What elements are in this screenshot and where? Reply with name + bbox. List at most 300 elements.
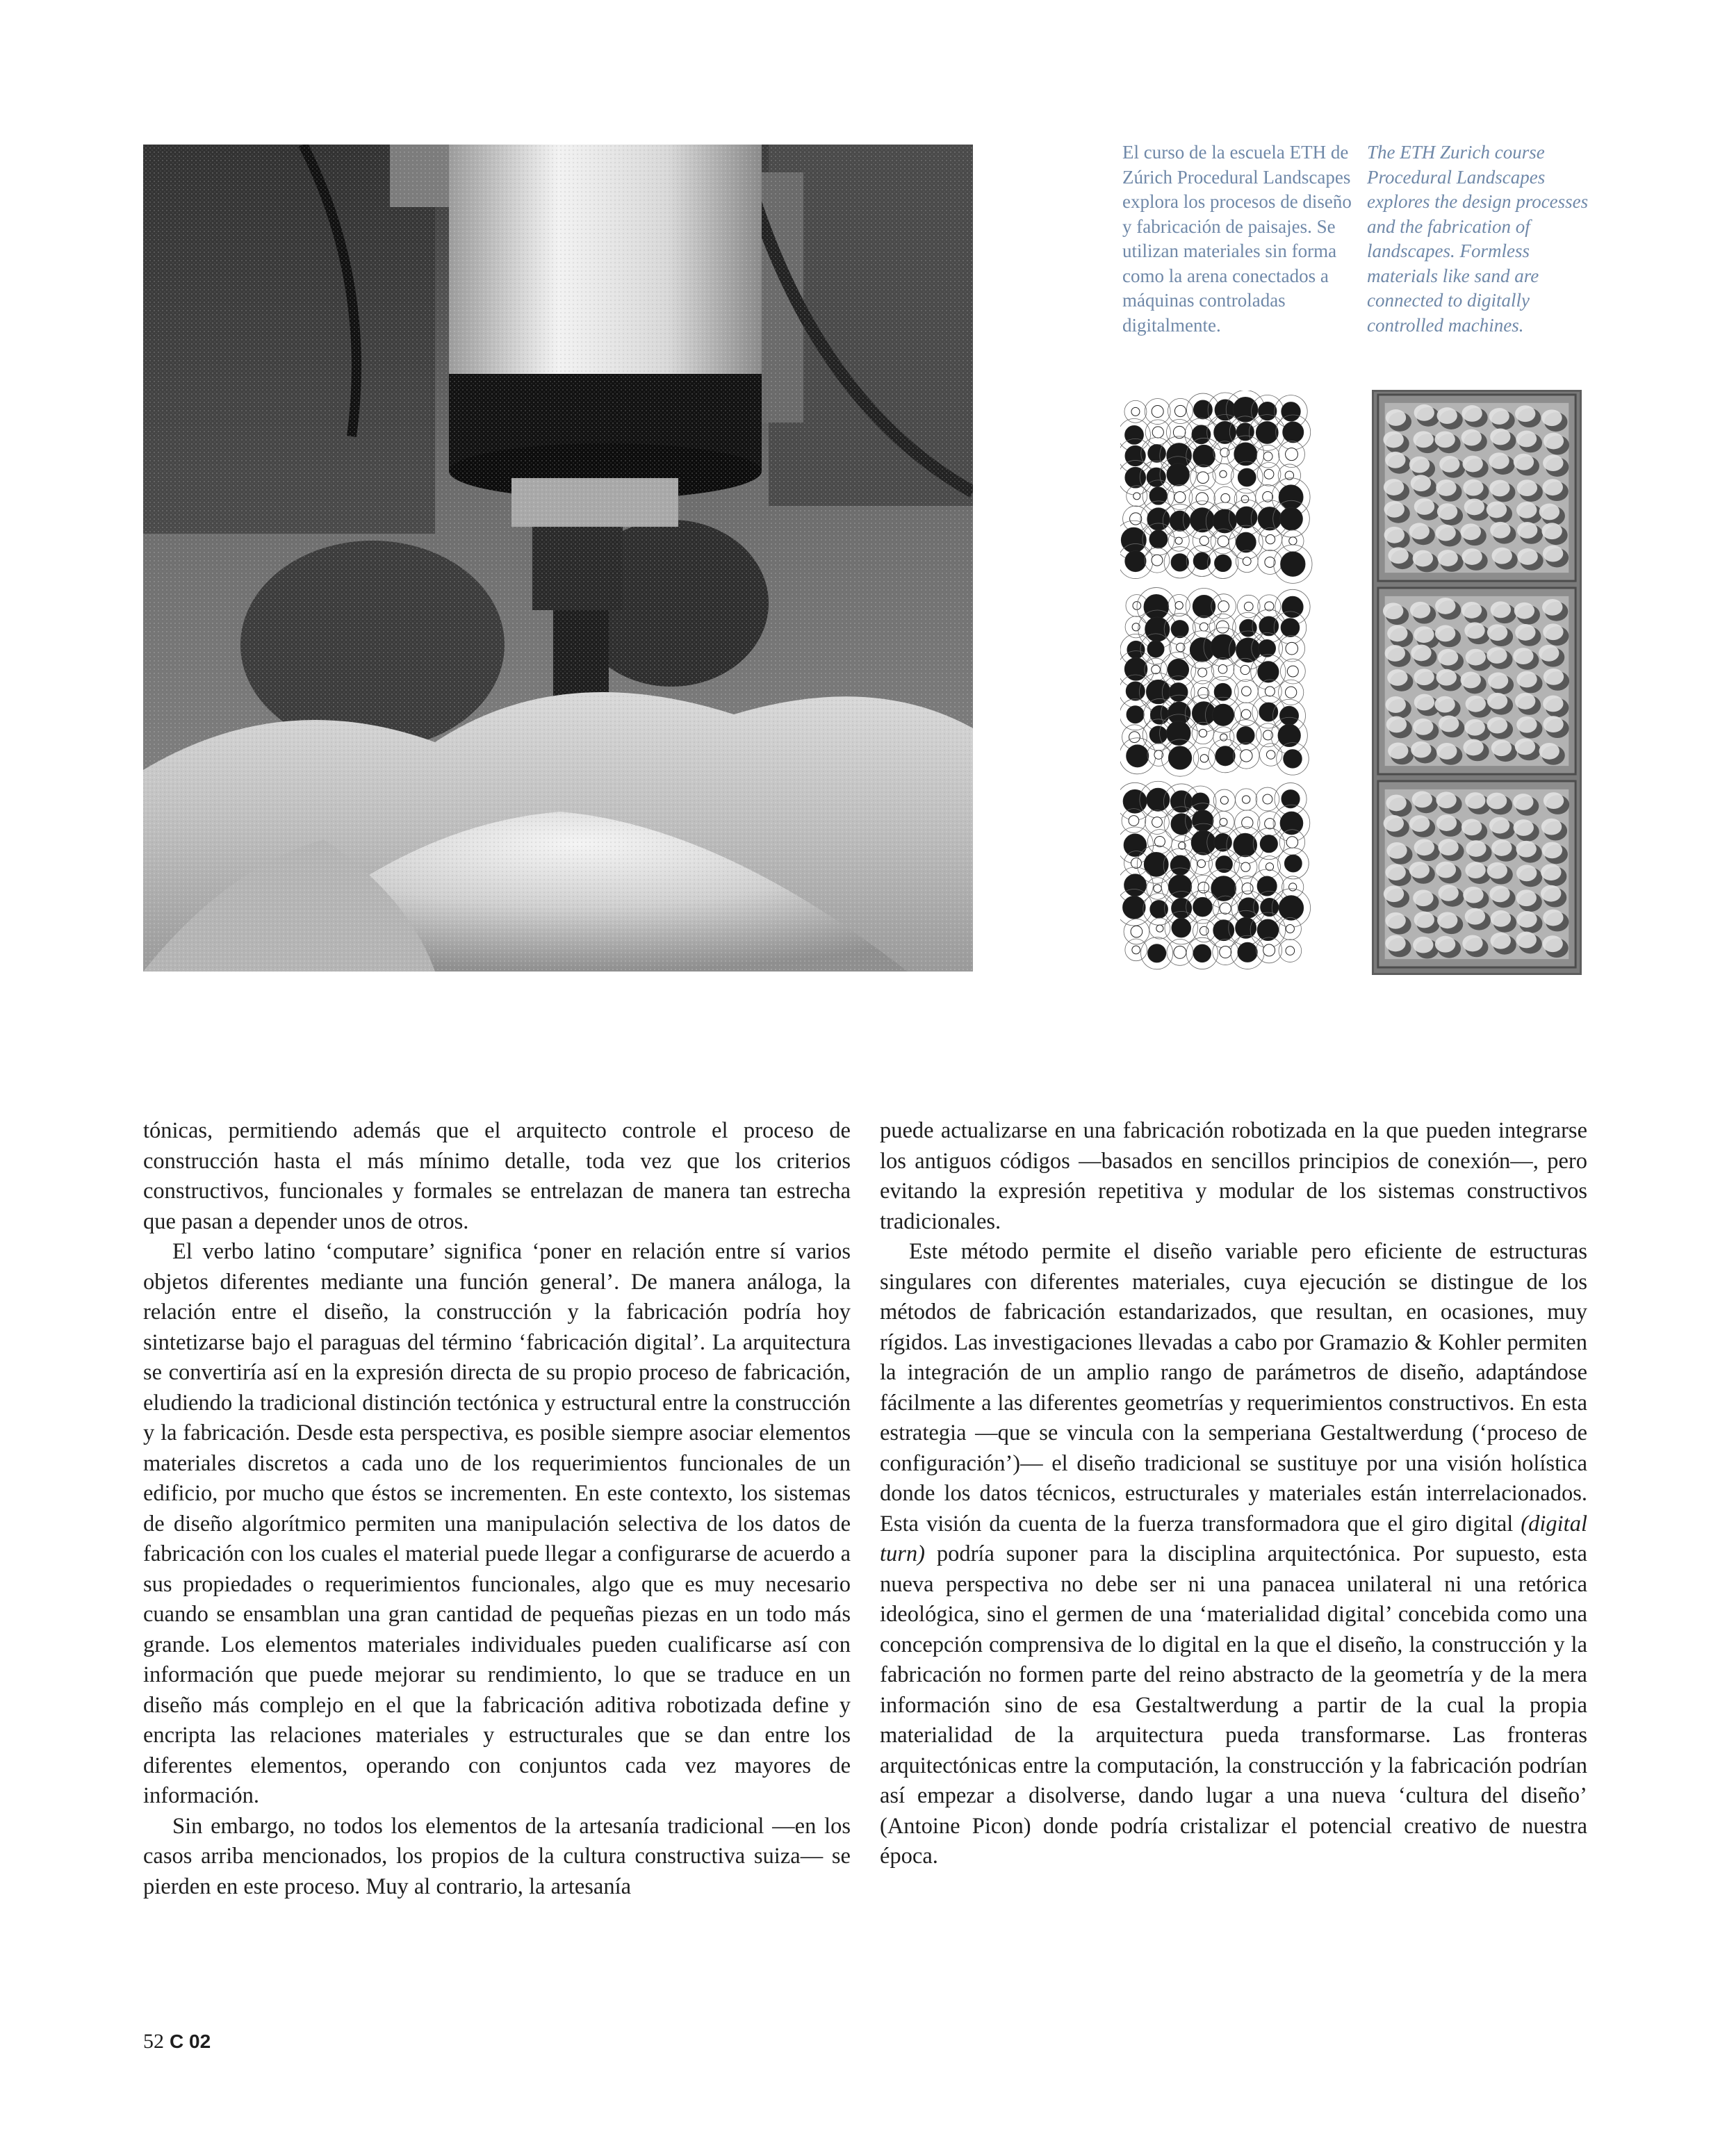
sand-bump [1489, 817, 1509, 834]
paragraph-text: podría suponer para la disciplina arquitectónica. Por supuesto, esta nueva perspectiva no debe ser ni una panacea unilateral ni una retórica ideológica, sino el germen de una ‘materialidad digital’ concebida como una concepción comprensiva de lo digital en la que el diseño, la construcción y la fabricación no formen parte del reino abstracto de la geometría y de la mera información sino de esa Gestaltwerdung a partir de la cual la propia materialidad de la arquitectura pueda transformarse. Las fronteras arquitectónicas entre la computación, la construcción y la fabricación podrían así empezar a disolverse, dando lugar a una nueva ‘cultura del diseño’ (Antoine Picon) donde podría cristalizar el potencial creativo de nuestra época. [880, 1541, 1587, 1869]
sand-bump [1385, 452, 1405, 468]
sand-bump [1543, 479, 1563, 495]
packed-circle [1131, 407, 1140, 416]
packed-circle [1281, 552, 1305, 576]
sand-bump [1490, 522, 1510, 539]
packed-circle [1258, 662, 1279, 682]
packed-circle [1132, 946, 1140, 954]
packed-circle [1192, 702, 1215, 725]
packed-circle [1175, 601, 1183, 609]
packed-circle [1238, 942, 1257, 962]
sand-bump [1385, 645, 1405, 662]
packed-circle [1286, 642, 1298, 655]
sand-bump [1517, 479, 1537, 496]
sand-bump [1385, 912, 1405, 929]
sand-bump [1461, 429, 1482, 446]
packed-circle [1236, 532, 1256, 552]
sand-bump [1516, 911, 1537, 928]
sand-bump [1461, 672, 1481, 689]
packed-circle [1280, 507, 1303, 530]
packed-circle [1259, 703, 1278, 721]
sand-bump [1409, 815, 1430, 832]
sand-bump [1491, 839, 1512, 856]
paragraph [880, 1237, 1587, 1872]
sand-bump [1542, 599, 1562, 616]
packed-circle [1289, 537, 1297, 545]
sand-bump [1516, 716, 1537, 733]
sand-bump [1515, 624, 1535, 641]
packed-circle [1266, 751, 1275, 760]
sand-bump [1465, 908, 1485, 925]
packed-circle [1149, 726, 1167, 744]
packed-circle [1240, 665, 1250, 674]
sand-bump [1387, 669, 1407, 686]
packed-circle [1170, 511, 1190, 531]
packed-circle [1174, 405, 1186, 416]
packed-circle [1171, 554, 1188, 571]
packed-circle [1144, 852, 1168, 876]
packed-circle [1215, 400, 1236, 420]
packed-circle [1258, 507, 1281, 530]
packed-circle [1170, 791, 1192, 812]
magazine-issue: C 02 [170, 2031, 211, 2052]
packed-circle [1213, 509, 1236, 533]
sand-bump [1384, 501, 1405, 518]
sand-bump [1384, 885, 1404, 902]
packed-circle [1215, 746, 1235, 766]
packed-circle [1171, 621, 1188, 638]
sand-bump [1466, 696, 1486, 712]
sand-bump [1414, 404, 1434, 421]
sand-bump [1383, 432, 1403, 448]
packed-circle [1199, 536, 1209, 546]
packed-circle [1190, 508, 1214, 532]
packed-circle [1243, 557, 1251, 566]
packed-circle [1199, 729, 1206, 737]
sand-bump [1543, 454, 1563, 471]
sand-bump [1414, 431, 1434, 448]
sand-bump [1488, 673, 1508, 689]
sand-bump [1384, 479, 1404, 495]
sand-model-photos [1372, 390, 1582, 975]
packed-circle [1152, 555, 1163, 566]
sand-bump [1516, 889, 1537, 906]
sand-bump [1516, 502, 1537, 518]
circle-diagram-graphic [1120, 391, 1323, 976]
sand-bump [1465, 862, 1485, 878]
sand-bump [1387, 625, 1407, 642]
sand-bump [1437, 912, 1457, 928]
packed-circle [1125, 467, 1146, 488]
paragraph: El verbo latino ‘computare’ significa ‘poner en relación entre sí varios objetos diferentes mediante una función general’. De manera análoga, la relación entre el diseño, la construcción y la fabricación podría hoy sintetizarse bajo el paraguas del término ‘fabricación digital’. La arquitectura se convertiría así en la expresión directa de su propio proceso de fabricación, eludiendo la tradicional distinción tectónica y estructural entre la construcción y la fabricación. Desde esta perspectiva, es posible siempre asociar elementos materiales discretos a cada uno de los requerimientos funcionales de un edificio, por mucho que éstos se incrementen. En este contexto, los sistemas de diseño algorítmico permiten una manipulación selectiva de los datos de fabricación con los cuales el material puede llegar a configurarse de acuerdo a sus propiedades o requerimientos funcionales, algo que es muy necesario cuando se ensamblan una gran cantidad de pequeñas piezas en un todo más grande. Los elementos materiales individuales pueden cualificarse así con información que puede mejorar su rendimiento, lo que se traduce en un diseño más complejo en el que la fabricación aditiva robotizada define y encripta las relaciones materiales y estructurales que se dan entre los diferentes elementos, operando con conjuntos cada vez mayores de información. [143, 1239, 851, 1808]
sand-model-2 [1378, 588, 1575, 774]
sand-bump [1384, 527, 1405, 543]
sand-bump [1539, 645, 1559, 662]
sand-bump [1414, 498, 1434, 515]
packed-circle [1286, 448, 1298, 461]
sand-model-graphic [1374, 392, 1580, 973]
packed-circle [1241, 495, 1249, 503]
sand-bump [1435, 525, 1455, 541]
packed-circle [1281, 618, 1300, 637]
packed-circle [1266, 534, 1275, 543]
sand-bump [1514, 454, 1534, 470]
sand-bump [1413, 550, 1433, 567]
sand-bump [1543, 546, 1563, 562]
sand-bump [1409, 457, 1430, 473]
packed-circle [1265, 687, 1275, 696]
packed-circle [1236, 423, 1254, 441]
sand-bump [1411, 741, 1431, 758]
sand-bump [1489, 480, 1509, 497]
packed-circle [1193, 595, 1215, 617]
sand-bump [1466, 649, 1486, 666]
packed-circle [1168, 659, 1188, 680]
packed-circle [1190, 638, 1213, 662]
paragraph-text: Este método permite el diseño variable pero eficiente de estructuras singulares con diferentes materiales, cuya ejecución se distingue de los métodos de fabricación estandarizados, que resultan, en ocasiones, muy rígidos. Las investigaciones llevadas a cabo por Gramazio & Kohler permiten la integración de un amplio rango de parámetros de diseño, adaptándose fácilmente a las diferentes geometrías y requerimientos constructivos. En esta estrategia —que se vincula con la semperiana Gestaltwerdung (‘proceso de configuración’)— el diseño tradicional se sustituye por una visión holística donde los datos técnicos, estructurales y materiales están interrelacionados. Esta visión da cuenta de la fuerza transformadora que el giro digital [880, 1239, 1587, 1536]
packed-circle [1131, 858, 1142, 869]
packed-circle [1129, 816, 1139, 826]
sand-bump [1543, 696, 1563, 712]
packed-circle [1172, 918, 1191, 937]
sand-bump [1487, 717, 1507, 734]
robot-sand-illustration [143, 145, 973, 971]
packed-circle [1131, 926, 1143, 937]
sand-bump [1461, 819, 1482, 835]
packed-circle [1220, 796, 1228, 804]
packed-circle [1156, 925, 1163, 932]
packed-circle [1263, 944, 1275, 956]
sand-bump [1411, 475, 1431, 491]
packed-circle [1282, 596, 1303, 617]
packed-circle [1123, 896, 1146, 919]
sand-bump [1541, 523, 1562, 539]
sand-bump [1437, 503, 1457, 520]
sand-bump [1385, 864, 1405, 880]
packed-circle [1147, 788, 1170, 811]
sand-bump [1410, 602, 1430, 618]
robot-sand-photo [143, 145, 973, 971]
packed-circle [1286, 924, 1294, 933]
sand-bump [1543, 433, 1564, 450]
sand-bump [1465, 719, 1485, 736]
sand-bump [1491, 739, 1512, 756]
packed-circle [1283, 422, 1304, 443]
sand-bump [1434, 696, 1455, 713]
sand-bump [1436, 862, 1456, 878]
packed-circle [1125, 445, 1145, 466]
page-number: 52 [143, 2030, 164, 2053]
caption-english: The ETH Zurich course Procedural Landscapes explores the design processes and the fabrication of landscapes. Formless materials like sand are connected to digitally controlled machines. [1367, 142, 1589, 336]
sand-bump [1383, 602, 1403, 619]
packed-circle [1256, 422, 1278, 444]
sand-bump [1490, 429, 1510, 445]
sand-bump [1491, 910, 1511, 927]
packed-circle [1174, 491, 1186, 502]
sand-bump [1491, 933, 1511, 949]
packed-circle [1193, 445, 1215, 467]
sand-bump [1435, 936, 1455, 953]
paragraph: puede actualizarse en una fabricación robotizada en la que pueden integrarse los antiguos códigos —basados en sencillos principios de conexión—, pero evitando la expresión repetitiva y modular de los sistemas constructivos tradicionales. [880, 1118, 1587, 1234]
sand-bump [1438, 839, 1458, 855]
sand-bump [1541, 885, 1561, 902]
sand-bump [1438, 649, 1458, 666]
sand-bump [1386, 696, 1406, 713]
packed-circle [1147, 508, 1170, 530]
packed-circle [1234, 443, 1257, 466]
packed-circle [1257, 876, 1277, 896]
packed-circle [1125, 426, 1144, 445]
packed-circle [1218, 536, 1229, 547]
sand-bump [1491, 601, 1511, 618]
packed-circle [1242, 796, 1250, 803]
packed-circle [1242, 687, 1252, 696]
packed-circle [1237, 727, 1254, 744]
sand-bump [1543, 623, 1563, 640]
sand-bump [1411, 644, 1431, 661]
text-column-left [143, 1116, 851, 1902]
packed-circle [1286, 946, 1295, 956]
packed-circle [1233, 397, 1258, 422]
sand-bump [1384, 815, 1404, 832]
sand-bump [1543, 669, 1564, 685]
circle-diagram-3 [1120, 781, 1311, 969]
packed-circle [1197, 472, 1209, 484]
sand-bump [1388, 742, 1408, 759]
packed-circle [1280, 706, 1299, 725]
packed-circle [1144, 595, 1169, 620]
packed-circle [1152, 817, 1163, 828]
packed-circle [1220, 946, 1231, 958]
sand-bump [1461, 523, 1481, 540]
circle-diagram-1 [1120, 391, 1312, 583]
sand-bump [1541, 864, 1561, 880]
packed-circle [1133, 493, 1140, 500]
sand-bump [1435, 625, 1455, 642]
packed-circle [1216, 621, 1229, 633]
sand-bump [1412, 791, 1432, 807]
sand-bump [1514, 602, 1534, 619]
packed-circle [1263, 452, 1272, 461]
sand-bump [1439, 716, 1459, 732]
packed-circle [1289, 883, 1297, 891]
sand-bump [1461, 548, 1482, 565]
packed-circle [1215, 555, 1231, 571]
sand-bump [1513, 794, 1533, 810]
sand-bump [1413, 719, 1433, 735]
packed-circle [1240, 750, 1252, 762]
packed-circle [1170, 855, 1190, 875]
packed-circle [1261, 898, 1279, 916]
packed-circle [1152, 406, 1163, 418]
sand-bump [1386, 716, 1407, 733]
sand-bump [1487, 624, 1507, 641]
packed-circle [1218, 601, 1229, 612]
packed-circle [1259, 402, 1277, 420]
packed-circle [1200, 755, 1208, 762]
packed-circle [1199, 926, 1209, 935]
sand-bump [1543, 910, 1563, 926]
packed-circle [1127, 745, 1149, 767]
sand-bump [1487, 693, 1507, 710]
packed-circle [1168, 746, 1191, 769]
sand-bump [1516, 431, 1537, 448]
sand-bump [1436, 669, 1457, 686]
sand-bump [1463, 479, 1483, 496]
packed-circle [1286, 687, 1297, 698]
sand-bump [1515, 693, 1535, 710]
packed-circle [1124, 874, 1147, 896]
sand-bump [1439, 456, 1459, 473]
sand-bump [1436, 814, 1457, 831]
packed-circle [1193, 810, 1213, 831]
packed-circle [1212, 704, 1234, 725]
paragraph: tónicas, permitiendo además que el arquitecto controle el proceso de construcción hasta el más mínimo detalle, toda vez que los criterios constructivos, funcionales y formales se entrelazan de manera tan estrecha que pasan a depender unos de otros. [143, 1118, 851, 1234]
packed-circle [1281, 402, 1300, 421]
sand-bump [1436, 792, 1456, 808]
packed-circle [1238, 468, 1256, 486]
packed-circle [1175, 537, 1182, 544]
sand-bump [1388, 547, 1408, 564]
packed-circle [1152, 665, 1161, 674]
sand-bump [1541, 409, 1562, 426]
sand-bump [1542, 842, 1562, 858]
packed-circle [1167, 721, 1190, 745]
sand-bump [1487, 501, 1507, 518]
sand-bump [1487, 862, 1507, 879]
sand-bump [1539, 743, 1559, 760]
packed-circle [1193, 897, 1213, 917]
sand-model-1 [1378, 395, 1575, 581]
packed-circle [1281, 790, 1300, 808]
packed-circle [1174, 946, 1186, 958]
sand-bump [1515, 405, 1535, 422]
text-column-right [880, 1116, 1587, 1872]
packed-circle [1147, 468, 1165, 486]
sand-bump [1541, 819, 1562, 835]
sand-bump [1461, 405, 1482, 422]
packed-circle [1220, 818, 1227, 826]
packed-circle [1169, 683, 1188, 702]
sand-bump [1413, 889, 1433, 906]
packed-circle [1287, 666, 1298, 677]
sand-bump [1487, 647, 1507, 664]
sand-bump [1489, 408, 1509, 425]
packed-circle [1126, 682, 1145, 700]
caption-spanish: El curso de la escuela ETH de Zúrich Procedural Landscapes explora los procesos de diseño y fabricación de paisajes. Se utilizan materiales sin forma como la arena conectados a máquinas controladas digitalmente. [1122, 142, 1352, 336]
sand-bump [1414, 694, 1434, 711]
sand-bump [1516, 864, 1537, 881]
packed-circle [1125, 550, 1146, 571]
sand-bump [1414, 912, 1434, 928]
sand-bump [1409, 862, 1430, 878]
sand-bump [1386, 842, 1407, 859]
sand-bump [1542, 935, 1562, 952]
packed-circle [1127, 706, 1144, 723]
italic-term: (digital turn) [880, 1511, 1587, 1566]
sand-bump [1462, 456, 1482, 473]
sand-bump [1462, 935, 1482, 951]
packed-circle [1260, 835, 1277, 853]
sand-bump [1466, 840, 1486, 857]
circle-diagram-2 [1120, 588, 1310, 777]
packed-circle [1192, 793, 1209, 810]
circle-packing-diagrams [1120, 391, 1323, 976]
packed-circle [1286, 837, 1298, 848]
sand-bump [1414, 839, 1434, 855]
packed-circle [1197, 860, 1205, 867]
packed-circle [1199, 623, 1208, 631]
sand-bump [1434, 431, 1455, 448]
packed-circle [1284, 855, 1302, 872]
sand-bump [1543, 716, 1563, 732]
sand-bump [1413, 937, 1433, 953]
sand-bump [1414, 669, 1434, 685]
packed-circle [1198, 668, 1207, 677]
packed-circle [1148, 445, 1166, 463]
sand-bump [1414, 626, 1434, 643]
packed-circle [1149, 530, 1168, 548]
sand-bump [1516, 932, 1537, 949]
sand-bump [1513, 648, 1533, 664]
packed-circle [1148, 944, 1166, 962]
sand-bump [1516, 841, 1536, 858]
sand-bump [1464, 622, 1484, 639]
sand-bump [1386, 795, 1406, 812]
packed-circle [1264, 469, 1274, 479]
packed-circle [1123, 789, 1147, 813]
packed-circle [1152, 427, 1163, 438]
sand-bump [1438, 885, 1458, 901]
packed-circle [1236, 507, 1257, 528]
page-folio [143, 2028, 211, 2056]
packed-circle [1211, 876, 1236, 901]
packed-circle [1191, 830, 1215, 855]
packed-circle [1284, 750, 1302, 769]
sand-bump [1514, 819, 1534, 836]
packed-circle [1279, 896, 1303, 920]
sand-bump [1435, 598, 1455, 614]
sand-bump [1465, 792, 1485, 809]
packed-circle [1147, 641, 1164, 657]
packed-circle [1213, 920, 1234, 941]
packed-circle [1214, 421, 1236, 443]
packed-circle [1193, 944, 1211, 962]
packed-circle [1221, 493, 1230, 502]
sand-bump [1491, 548, 1512, 564]
sand-bump [1487, 793, 1507, 810]
packed-circle [1154, 885, 1161, 892]
packed-circle [1220, 470, 1227, 477]
sand-bump [1436, 479, 1456, 496]
sand-bump [1463, 887, 1483, 903]
sand-bump [1489, 885, 1509, 902]
packed-circle [1263, 794, 1272, 804]
sand-bump [1409, 523, 1430, 539]
sand-bump [1515, 738, 1535, 755]
sand-bump [1385, 935, 1405, 952]
sand-bump [1517, 522, 1537, 539]
packed-circle [1167, 464, 1189, 486]
packed-circle [1196, 493, 1208, 505]
sand-bump [1461, 602, 1482, 618]
packed-circle [1130, 513, 1142, 525]
packed-circle [1280, 812, 1303, 835]
packed-circle [1241, 862, 1250, 871]
sand-bump [1516, 671, 1537, 688]
sand-bump [1489, 452, 1509, 469]
sand-bump [1517, 548, 1537, 565]
